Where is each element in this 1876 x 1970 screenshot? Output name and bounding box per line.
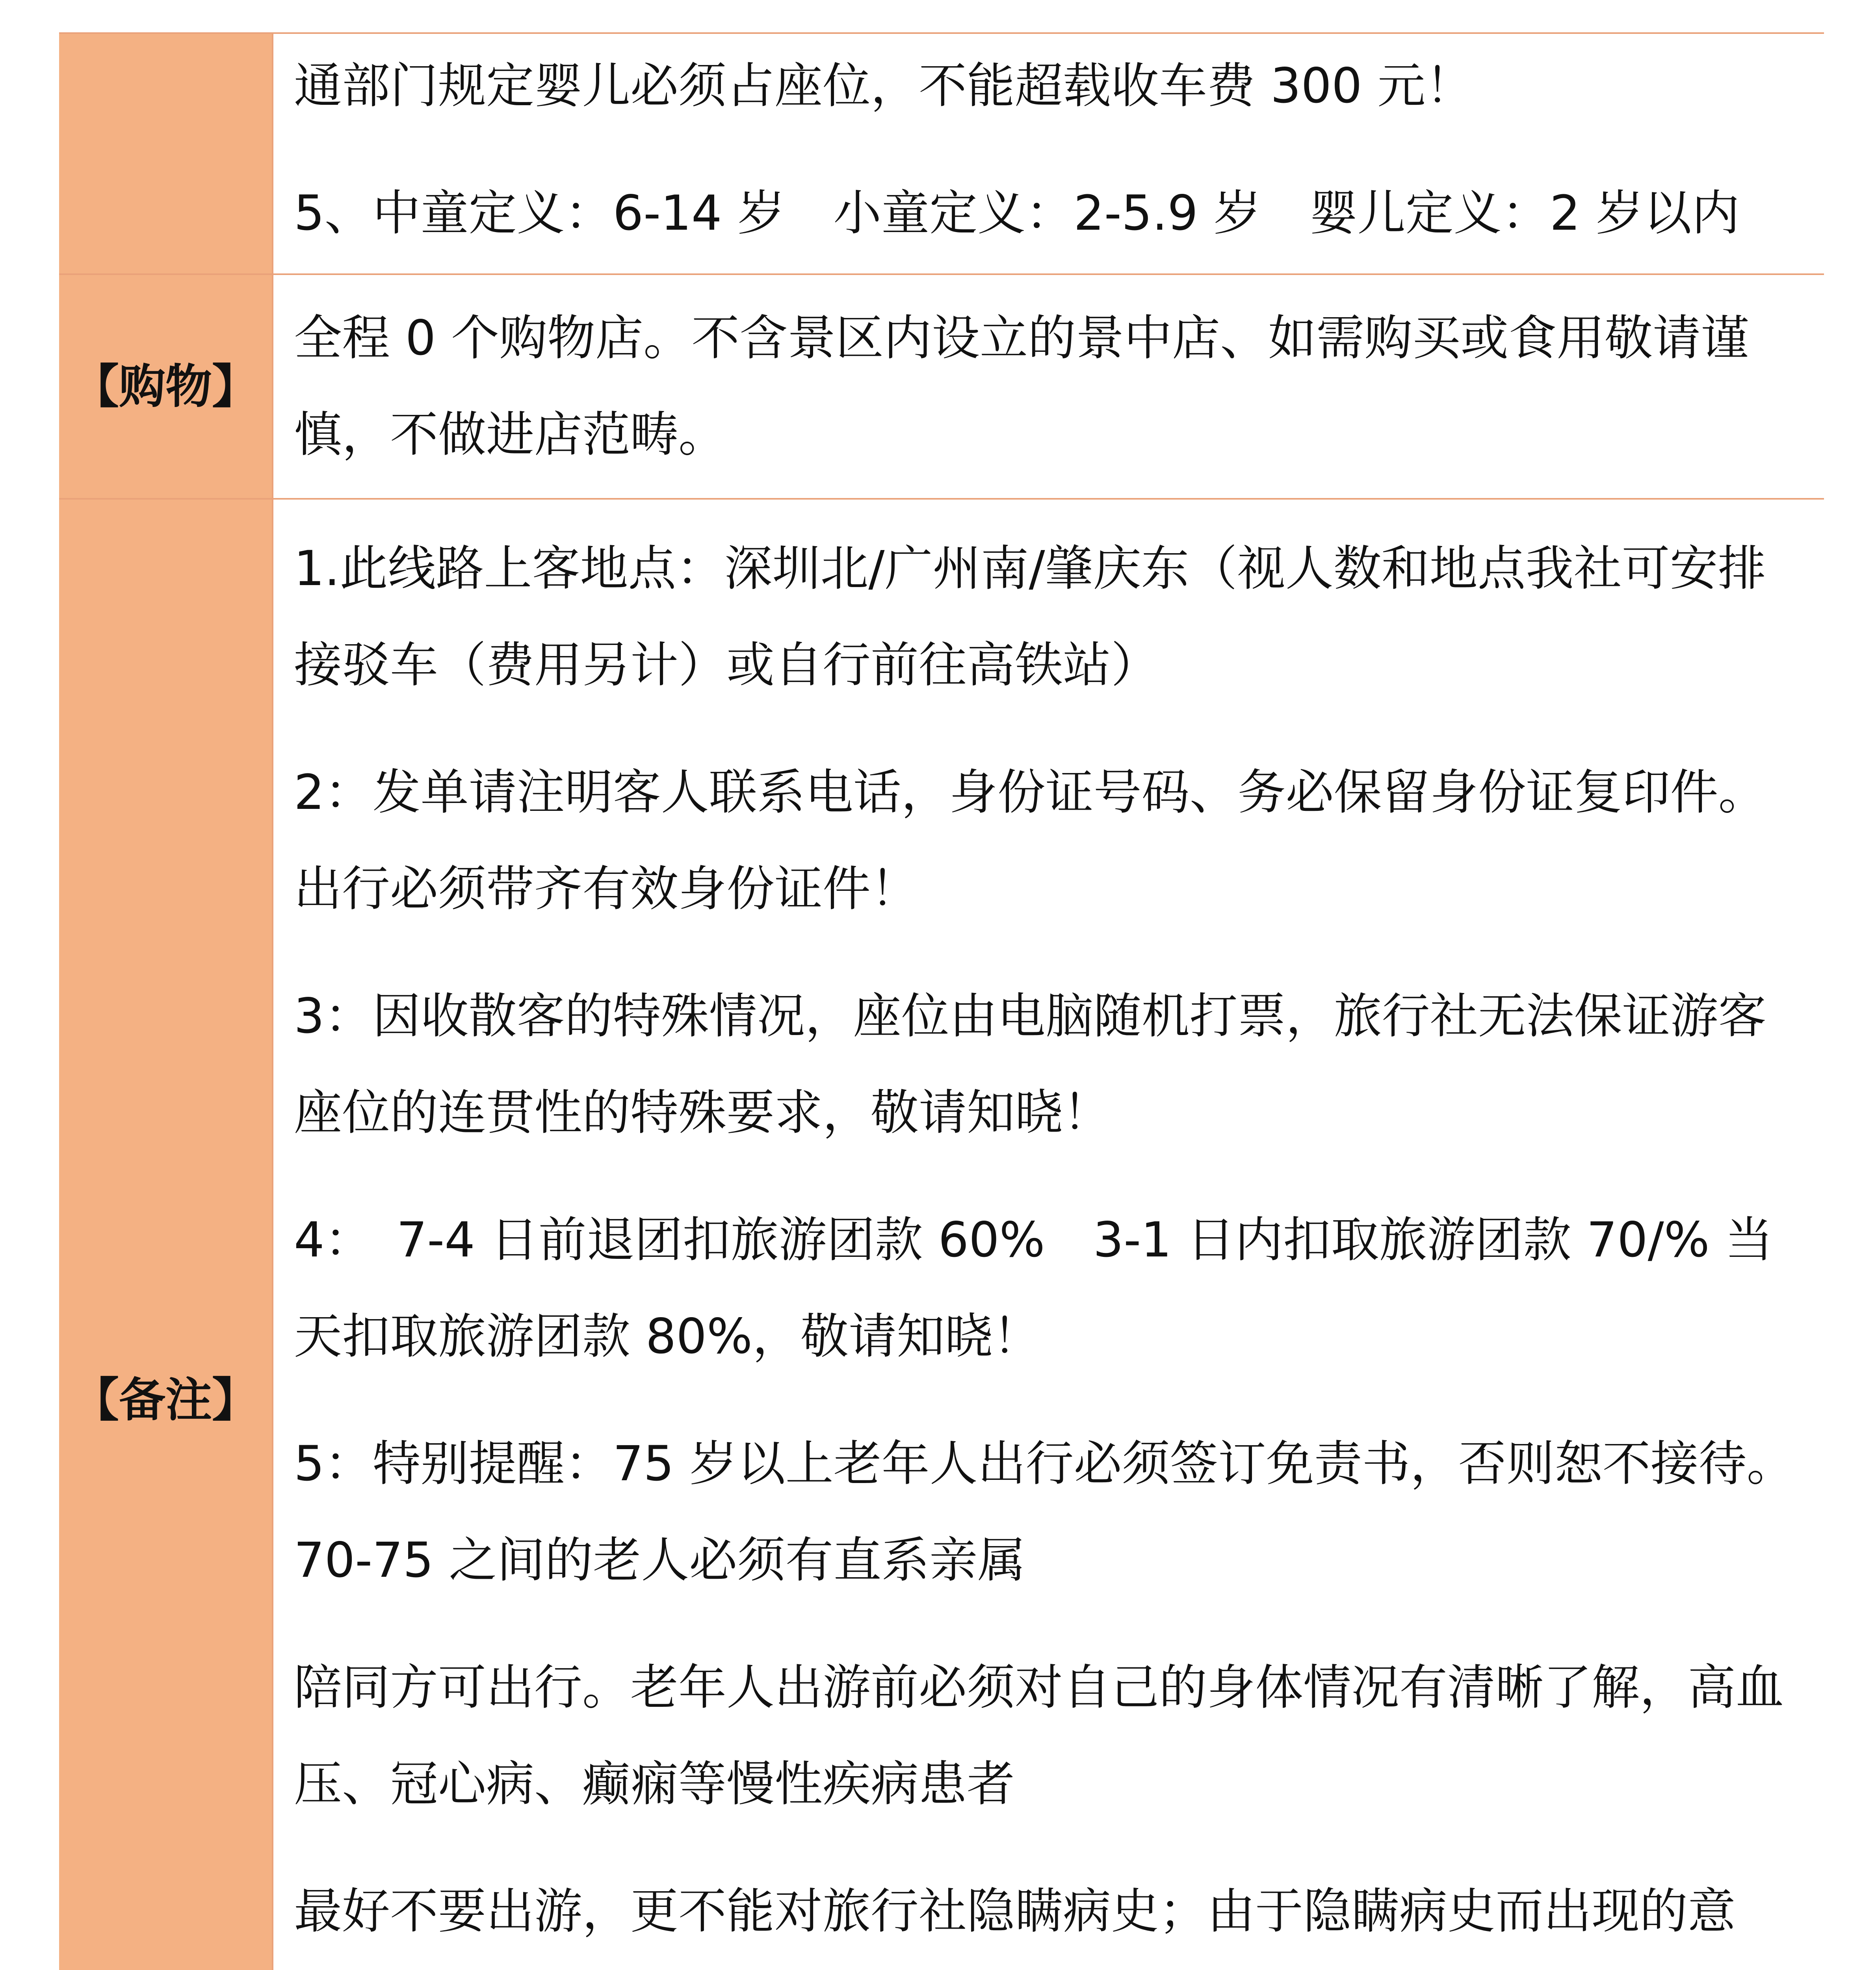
paragraph: 5、中童定义：6-14 岁 小童定义：2-5.9 岁 婴儿定义：2 岁以内 (294, 185, 1740, 241)
row-content-cell (273, 33, 1824, 274)
paragraph: 陪同方可出行。老年人出游前必须对自己的身体情况有清晰了解，高血压、冠心病、癫痫等慢性疾病患者 (294, 1659, 1784, 1812)
row-label-cell (59, 33, 273, 274)
paragraph: 1.此线路上客地点：深圳北/广州南/肇庆东（视人数和地点我社可安排接驳车（费用另计）或自行前往高铁站） (294, 540, 1766, 693)
table-row-continuation (59, 33, 1824, 274)
paragraph: 通部门规定婴儿必须占座位，不能超载收车费 300 元！ (294, 58, 1474, 114)
table-row-remarks (59, 499, 1824, 1970)
paragraph: 3：因收散客的特殊情况，座位由电脑随机打票，旅行社无法保证游客座位的连贯性的特殊要求，敬请知晓！ (294, 988, 1766, 1141)
row-content-cell (273, 274, 1824, 499)
row-label-cell (59, 499, 273, 1970)
remarks-label: 【备注】 (72, 1373, 258, 1427)
shopping-label: 【购物】 (72, 359, 258, 414)
paragraph: 4： 7-4 日前退团扣旅游团款 60% 3-1 日内扣取旅游团款 70/% 当天扣取旅游团款 80%，敬请知晓！ (294, 1212, 1773, 1364)
row-label-cell (59, 274, 273, 499)
itinerary-notes-table (59, 32, 1824, 1970)
paragraph: 最好不要出游，更不能对旅行社隐瞒病史；由于隐瞒病史而出现的意 (294, 1883, 1736, 1939)
paragraph: 5：特别提醒：75 岁以上老年人出行必须签订免责书，否则恕不接待。70-75 之间的老人必须有直系亲属 (294, 1435, 1795, 1588)
row-content-cell (273, 499, 1824, 1970)
paragraph: 2：发单请注明客人联系电话，身份证号码、务必保留身份证复印件。出行必须带齐有效身份证件！ (294, 764, 1766, 917)
table-row-shopping (59, 274, 1824, 499)
paragraph: 全程 0 个购物店。不含景区内设立的景中店、如需购买或食用敬请谨慎，不做进店范畴。 (294, 310, 1749, 463)
